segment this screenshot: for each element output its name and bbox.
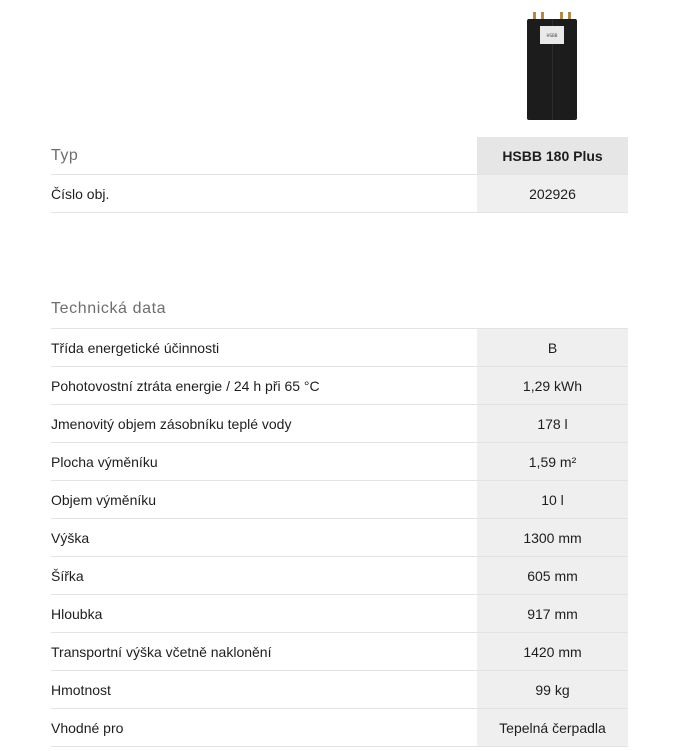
order-number-label: Číslo obj.: [51, 185, 110, 202]
spec-row: [51, 671, 628, 709]
spec-row: [51, 709, 628, 747]
spec-label: Hmotnost: [51, 681, 111, 698]
spec-label: Jmenovitý objem zásobníku teplé vody: [51, 415, 292, 432]
spec-value: 1300 mm: [477, 519, 628, 556]
spec-row: [51, 595, 628, 633]
spec-label: Plocha výměníku: [51, 453, 158, 470]
summary-table: [51, 137, 628, 213]
type-row: [51, 137, 628, 175]
spec-label: Šířka: [51, 567, 84, 584]
spec-value: 605 mm: [477, 557, 628, 594]
spec-label: Hloubka: [51, 605, 103, 622]
spec-value: 917 mm: [477, 595, 628, 632]
order-number-row: [51, 175, 628, 213]
spec-label: Vhodné pro: [51, 719, 124, 736]
spec-value: 10 l: [477, 481, 628, 518]
product-image-label: HSBB: [546, 33, 558, 38]
spec-label: Třída energetické účinnosti: [51, 339, 220, 356]
spec-value: 99 kg: [477, 671, 628, 708]
spec-row: [51, 557, 628, 595]
heat-pump-storage-tank-icon: [525, 10, 579, 122]
spec-row: [51, 519, 628, 557]
spec-label: Objem výměníku: [51, 491, 157, 508]
spec-value: 1,59 m²: [477, 443, 628, 480]
spec-row: [51, 481, 628, 519]
spec-label: Výška: [51, 529, 90, 546]
type-label: Typ: [51, 146, 79, 164]
type-value: HSBB 180 Plus: [477, 137, 628, 174]
technical-data-table: [51, 329, 628, 747]
spec-label: Transportní výška včetně naklonění: [51, 643, 272, 660]
spec-label: Pohotovostní ztráta energie / 24 h při 65 °C: [51, 377, 320, 394]
spec-row: [51, 329, 628, 367]
spec-value: 1,29 kWh: [477, 367, 628, 404]
spec-row: [51, 405, 628, 443]
spec-row: [51, 633, 628, 671]
spec-row: [51, 367, 628, 405]
technical-data-title: Technická data: [51, 300, 167, 317]
spec-value: B: [477, 329, 628, 366]
spec-value: Tepelná čerpadla: [477, 709, 628, 746]
order-number-value: 202926: [477, 175, 628, 212]
spec-row: [51, 443, 628, 481]
spec-value: 178 l: [477, 405, 628, 442]
spec-value: 1420 mm: [477, 633, 628, 670]
